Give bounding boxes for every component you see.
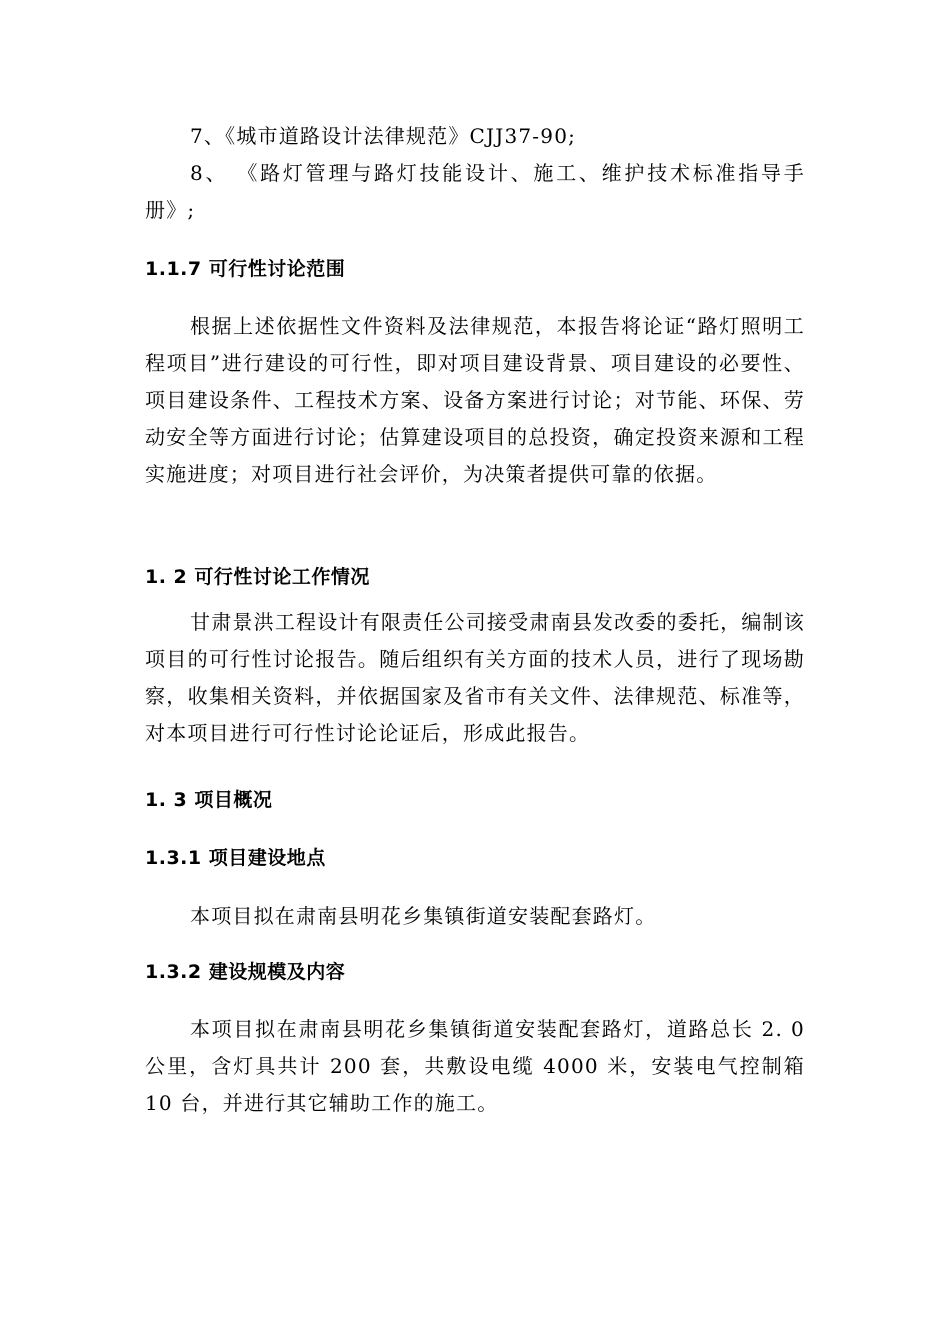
section-body-1-2: 甘肃景洪工程设计有限责任公司接受肃南县发改委的委托，编制该项目的可行性讨论报告。随后组织有关方面的技术人员，进行了现场勘察，收集相关资料，并依据国家及省市有关文件、法律规范、标准等，对本项目进行可行性讨论论证后，形成此报告。 — [145, 610, 805, 745]
section-heading-1-1-7: 1.1.7 可行性讨论范围 — [145, 258, 346, 280]
section-heading-1-3-1: 1.3.1 项目建设地点 — [145, 847, 326, 869]
section-heading-1-3-2: 1.3.2 建设规模及内容 — [145, 961, 346, 983]
reference-item-8: 8、 《路灯管理与路灯技能设计、施工、维护技术标准指导手册》; — [145, 161, 805, 222]
section-body-1-3-1: 本项目拟在肃南县明花乡集镇街道安装配套路灯。 — [190, 904, 657, 928]
reference-item-7: 7、《城市道路设计法律规范》CJJ37-90; — [190, 124, 577, 148]
section-heading-1-2: 1. 2 可行性讨论工作情况 — [145, 566, 370, 588]
section-heading-1-3: 1. 3 项目概况 — [145, 789, 273, 811]
section-body-1-3-2: 本项目拟在肃南县明花乡集镇街道安装配套路灯，道路总长 2. 0 公里，含灯具共计 200 套，共敷设电缆 4000 米，安装电气控制箱 10 台，并进行其它辅助工作的施工。 — [145, 1017, 805, 1115]
section-body-1-1-7: 根据上述依据性文件资料及法律规范，本报告将论证“路灯照明工程项目”进行建设的可行性，即对项目建设背景、项目建设的必要性、项目建设条件、工程技术方案、设备方案进行讨论；对节能、环保、劳动安全等方面进行讨论；估算建设项目的总投资，确定投资来源和工程实施进度；对项目进行社会评价，为决策者提供可靠的依据。 — [145, 314, 805, 486]
